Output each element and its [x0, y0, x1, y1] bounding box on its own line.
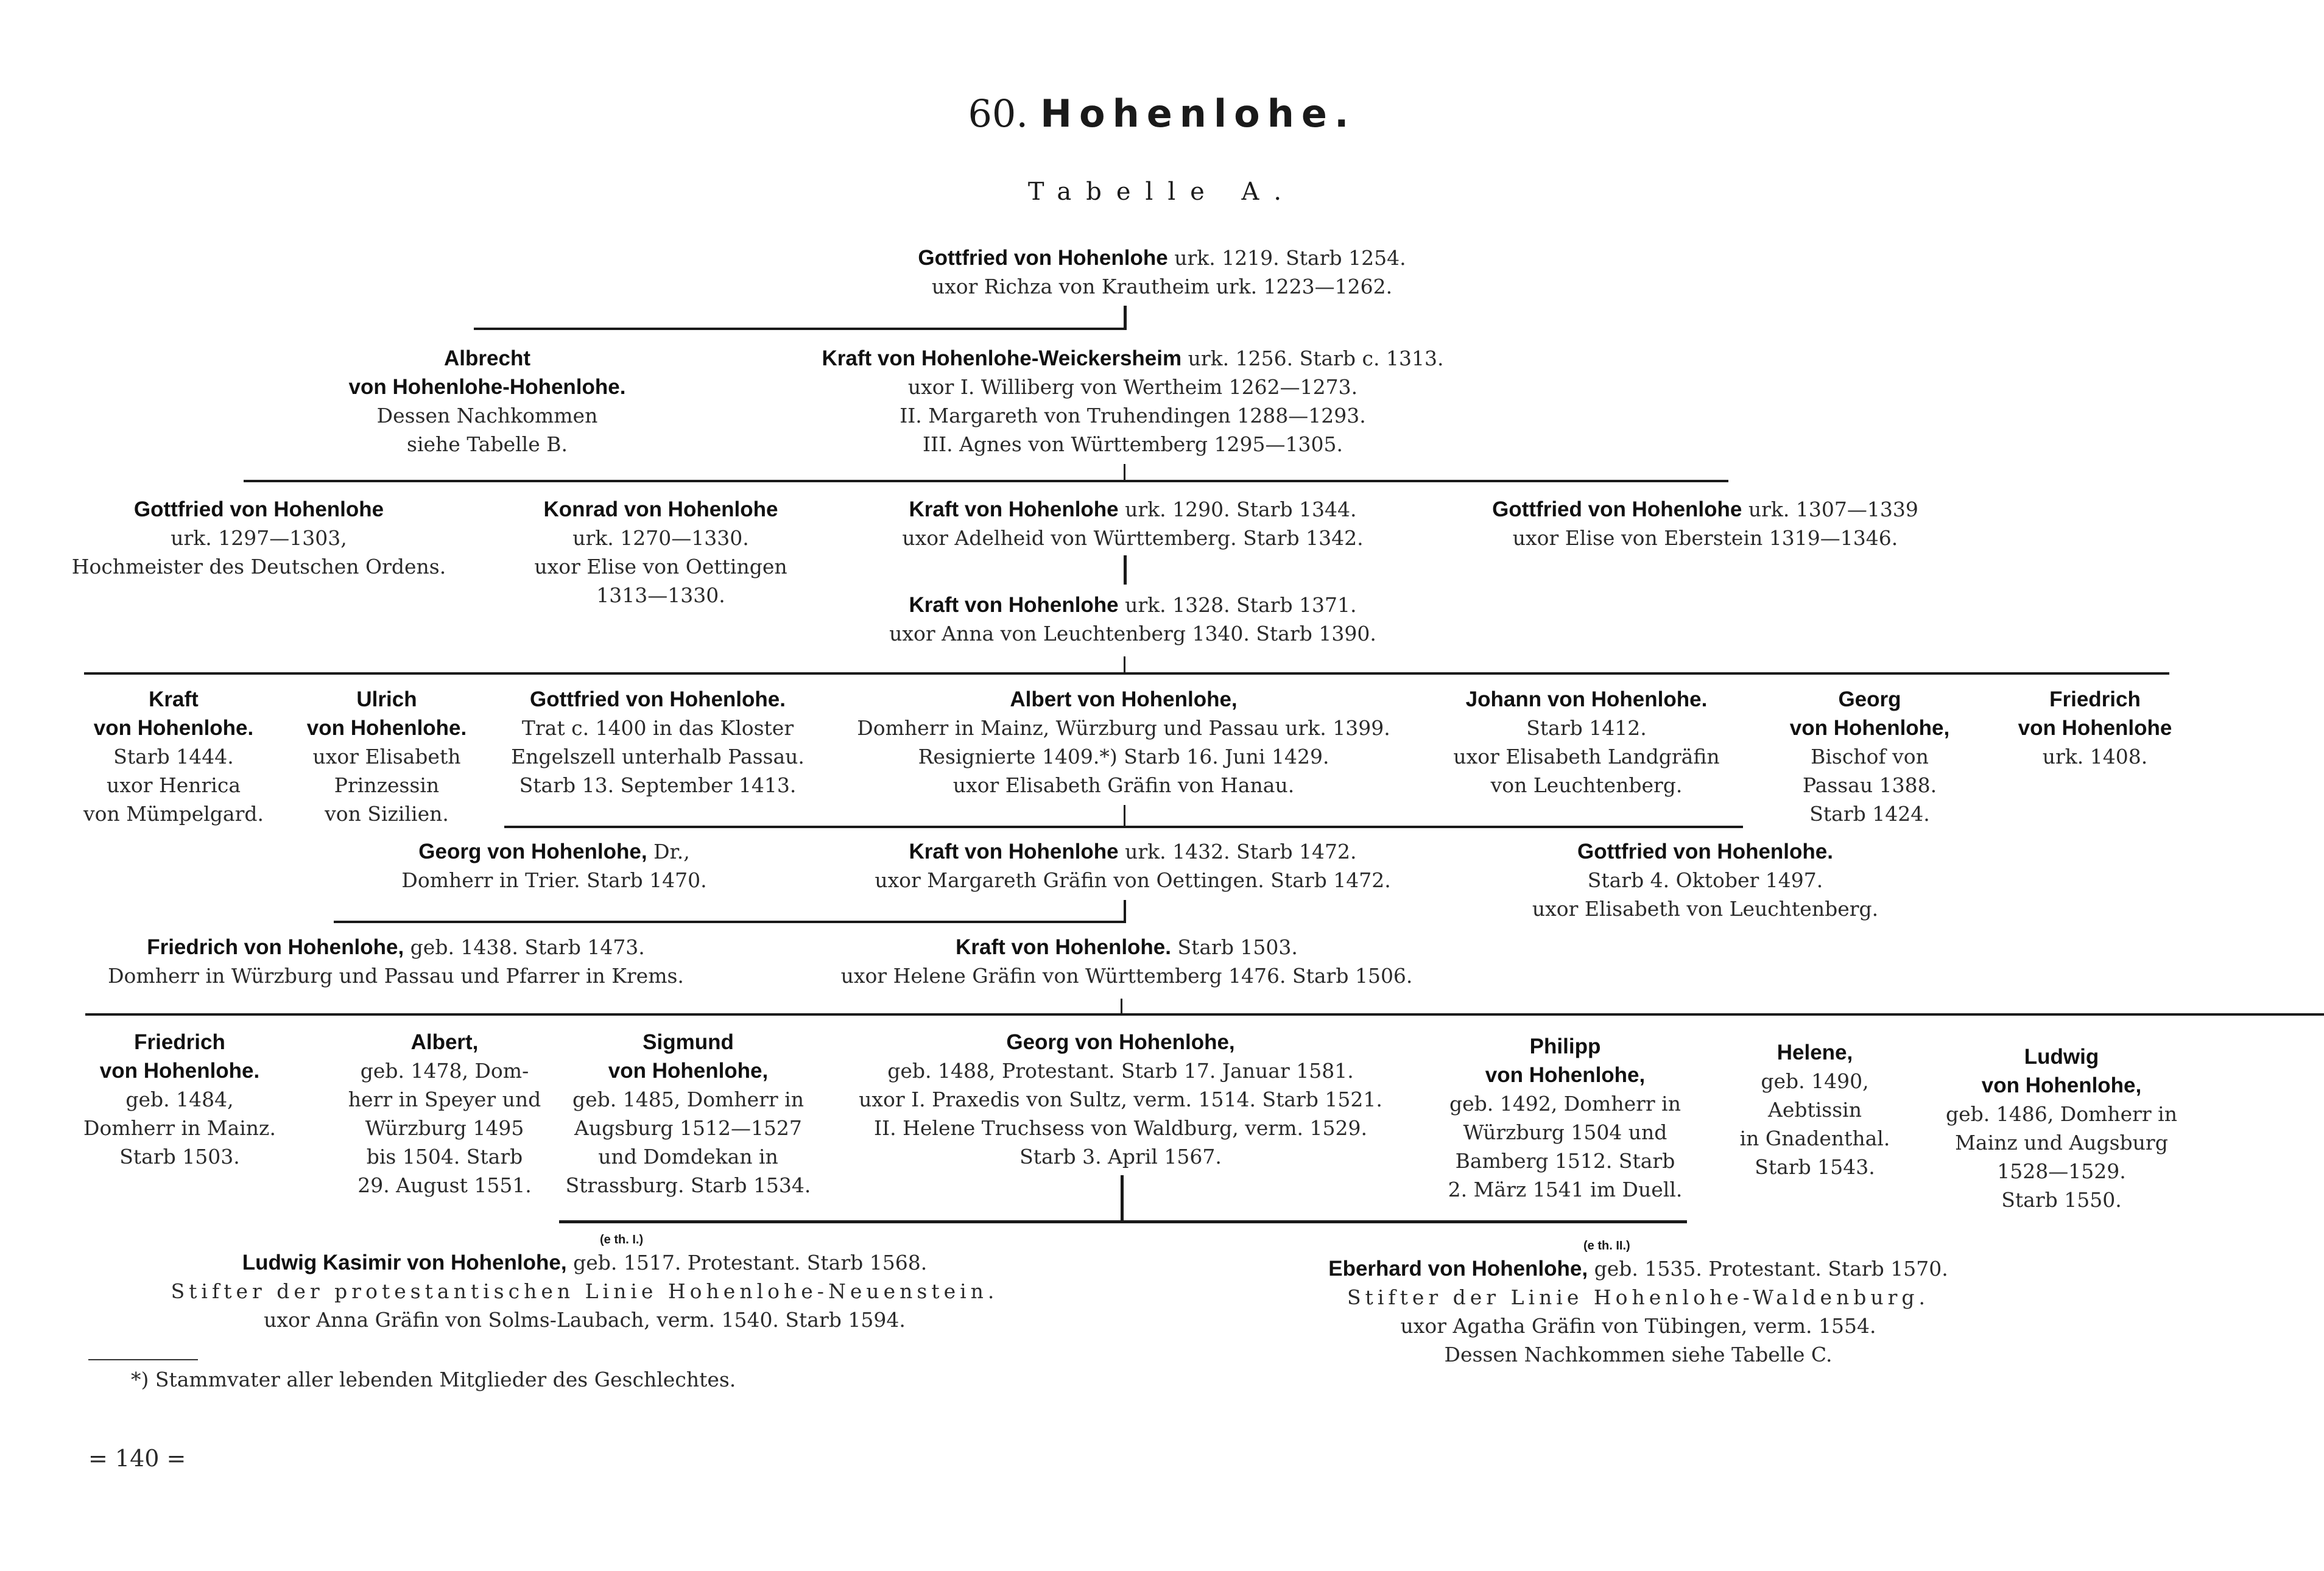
person-kraft-1503	[792, 933, 1462, 990]
person-details: Starb 13. September 1413.	[519, 773, 797, 797]
person-title: Dr.,	[653, 840, 690, 863]
person-name: Georg von Hohenlohe,	[1006, 1030, 1235, 1054]
person-details: Domherr in Trier. Starb 1470.	[401, 868, 707, 892]
family-line	[85, 1013, 2324, 1016]
person-details: Resignierte 1409.*) Starb 16. Juni 1429.	[918, 745, 1329, 768]
person-details: Starb 1444.	[113, 745, 234, 768]
person-spouse: uxor Elisabeth	[312, 745, 461, 768]
person-note: Trat c. 1400 in das Kloster	[521, 716, 794, 740]
person-spouse: uxor Helene Gräfin von Württemberg 1476. Starb 1506.	[840, 964, 1413, 988]
person-helene	[1717, 1038, 1912, 1181]
person-albrecht	[292, 344, 682, 459]
person-death: 2. März 1541 im Duell.	[1448, 1178, 1683, 1201]
page-number-text: = 140 =	[88, 1445, 186, 1472]
person-gottfried-1497	[1462, 837, 1949, 923]
person-spouse: uxor Elisabeth Gräfin von Hanau.	[952, 773, 1295, 797]
person-name: Albert von Hohenlohe,	[1010, 687, 1238, 711]
person-name-line2: von Hohenlohe-Hohenlohe.	[348, 375, 626, 399]
person-kraft-1290	[828, 495, 1437, 552]
person-note: Aebtissin	[1768, 1098, 1862, 1122]
person-note-line2: 1528—1529.	[1997, 1159, 2126, 1183]
person-name: Ludwig	[2024, 1045, 2099, 1069]
person-note: Domherr in Mainz.	[83, 1116, 276, 1140]
person-reference: siehe Tabelle B.	[407, 432, 568, 456]
person-name: Kraft von Hohenlohe	[909, 593, 1119, 617]
person-death: 29. August 1551.	[357, 1173, 532, 1197]
person-note: Dessen Nachkommen	[376, 404, 598, 427]
person-spouse: uxor Elise von Oettingen	[534, 555, 787, 578]
person-eberhard	[1236, 1254, 2040, 1369]
descent-line	[1121, 1175, 1124, 1223]
person-name: Gottfried von Hohenlohe	[1492, 497, 1742, 521]
person-kraft-1328	[828, 591, 1437, 648]
person-details: geb. 1535. Protestant. Starb 1570.	[1594, 1257, 1948, 1281]
person-spouse-line2: Prinzessin	[334, 773, 440, 797]
person-konrad	[487, 495, 834, 610]
person-name: Gottfried von Hohenlohe.	[1577, 840, 1833, 863]
person-details: urk. 1290. Starb 1344.	[1125, 497, 1357, 521]
title-name: Hohenlohe.	[1040, 91, 1356, 136]
person-gottfried-1219	[766, 244, 1558, 301]
descent-line	[1124, 656, 1125, 672]
title-number: 60.	[968, 91, 1029, 136]
person-note: Mainz und Augsburg	[1955, 1131, 2168, 1155]
person-name-line2: von Hohenlohe.	[306, 716, 467, 740]
person-note: Bischof von	[1811, 745, 1929, 768]
person-spouse: uxor Elisabeth Landgräfin	[1453, 745, 1720, 768]
person-albert-1399	[822, 685, 1425, 800]
person-ludwig-1486	[1931, 1042, 2192, 1214]
page-number	[88, 1444, 186, 1473]
person-spouse: uxor Elise von Eberstein 1319—1346.	[1512, 526, 1898, 550]
line-tag-ii: (e th. II.)	[1583, 1239, 1630, 1253]
person-name: Ulrich	[356, 687, 417, 711]
person-spouse: uxor Elisabeth von Leuchtenberg.	[1532, 897, 1879, 921]
footnote	[131, 1365, 736, 1394]
person-georg-dr	[341, 837, 767, 894]
family-line	[84, 672, 2169, 675]
person-death: Starb 1543.	[1755, 1155, 1875, 1179]
family-line	[334, 921, 1125, 923]
person-name-line2: von Hohenlohe,	[1789, 716, 1950, 740]
person-spouse-2: II. Helene Truchsess von Waldburg, verm. 1529.	[874, 1116, 1367, 1140]
person-details: geb. 1517. Protestant. Starb 1568.	[573, 1251, 928, 1274]
person-name: Gottfried von Hohenlohe.	[530, 687, 786, 711]
person-details: geb. 1438. Starb 1473.	[410, 935, 645, 959]
person-details: urk. 1432. Starb 1472.	[1125, 840, 1357, 863]
person-spouse: uxor Anna von Leuchtenberg 1340. Starb 1390.	[889, 622, 1376, 645]
person-spouse: uxor Adelheid von Württemberg. Starb 1342.	[902, 526, 1364, 550]
descent-line	[1124, 306, 1127, 330]
person-johann	[1419, 685, 1754, 800]
person-name-line2: von Hohenlohe,	[608, 1059, 769, 1083]
person-spouse: uxor I. Praxedis von Sultz, verm. 1514. Starb 1521.	[859, 1088, 1382, 1111]
person-reference: Dessen Nachkommen siehe Tabelle C.	[1444, 1343, 1833, 1366]
person-spouse: II. Margareth von Truhendingen 1288—1293.	[900, 404, 1366, 427]
person-details: geb. 1485, Domherr in	[572, 1088, 804, 1111]
person-philipp	[1431, 1032, 1699, 1204]
person-name: Johann von Hohenlohe.	[1465, 687, 1708, 711]
person-details: Starb 4. Oktober 1497.	[1587, 868, 1823, 892]
person-name: Georg	[1838, 687, 1901, 711]
person-name: Ludwig Kasimir von Hohenlohe,	[242, 1251, 567, 1274]
person-name-line2: von Hohenlohe,	[1485, 1063, 1646, 1087]
person-details: geb. 1478, Dom-	[360, 1059, 529, 1083]
person-details: geb. 1490,	[1761, 1069, 1869, 1093]
person-spouse: III. Agnes von Württemberg 1295—1305.	[923, 432, 1343, 456]
person-note: Domherr in Mainz, Würzburg und Passau urk. 1399.	[857, 716, 1390, 740]
person-spouse-dates: 1313—1330.	[596, 583, 725, 607]
person-details: geb. 1492, Domherr in	[1449, 1092, 1681, 1116]
person-name: Helene,	[1776, 1041, 1853, 1064]
person-note-line2: Passau 1388.	[1802, 773, 1937, 797]
person-georg-1488	[840, 1028, 1401, 1171]
person-name-line2: von Hohenlohe.	[93, 716, 254, 740]
page-title	[0, 91, 2324, 136]
person-name: Konrad von Hohenlohe	[543, 497, 778, 521]
person-name-line2: von Hohenlohe	[2018, 716, 2172, 740]
line-tag-i: (e th. I.)	[600, 1233, 644, 1246]
person-note-line2: in Gnadenthal.	[1739, 1126, 1890, 1150]
person-founder-note: Stifter der protestantischen Linie Hohenlohe-Neuenstein.	[171, 1279, 999, 1303]
person-spouse-death: Starb 3. April 1567.	[1019, 1145, 1222, 1169]
person-note-line2: Bamberg 1512. Starb	[1455, 1149, 1675, 1173]
person-name-line2: von Hohenlohe,	[1981, 1074, 2142, 1097]
person-name: Kraft von Hohenlohe.	[956, 935, 1171, 959]
person-spouse: uxor Richza von Krautheim urk. 1223—1262.	[931, 275, 1393, 298]
person-georg-bischof	[1766, 685, 1973, 828]
person-name: Eberhard von Hohenlohe,	[1328, 1257, 1588, 1281]
person-details: Starb 1424.	[1809, 802, 1930, 826]
person-name: Philipp	[1529, 1035, 1601, 1058]
person-note: Augsburg 1512—1527	[574, 1116, 802, 1140]
person-name: Sigmund	[643, 1030, 734, 1054]
person-albert-1478	[347, 1028, 542, 1200]
person-name: Kraft von Hohenlohe-Weickersheim	[822, 346, 1182, 370]
person-note-line3: bis 1504. Starb	[366, 1145, 523, 1169]
person-spouse-line3: von Sizilien.	[325, 802, 449, 826]
person-details: geb. 1484,	[125, 1088, 234, 1111]
person-spouse: uxor Margareth Gräfin von Oettingen. Starb 1472.	[875, 868, 1391, 892]
footnote-rule	[88, 1359, 198, 1360]
person-spouse: uxor Henrica	[106, 773, 241, 797]
person-death: Starb 1503.	[119, 1145, 240, 1169]
person-note-line2: Engelszell unterhalb Passau.	[511, 745, 805, 768]
person-friedrich-1484	[79, 1028, 280, 1171]
person-details: Starb 1412.	[1526, 716, 1647, 740]
person-death: Strassburg. Starb 1534.	[565, 1173, 811, 1197]
person-details: urk. 1408.	[2042, 745, 2148, 768]
person-note: herr in Speyer und	[348, 1088, 541, 1111]
person-details: urk. 1270—1330.	[572, 526, 749, 550]
person-friedrich-1408	[1991, 685, 2199, 771]
person-ludwig-kasimir	[171, 1248, 999, 1334]
table-subtitle: Tabelle A.	[1027, 178, 1297, 206]
person-name: Gottfried von Hohenlohe	[133, 497, 384, 521]
person-name-line2: von Hohenlohe.	[99, 1059, 260, 1083]
person-name: Friedrich von Hohenlohe,	[147, 935, 404, 959]
person-note: Domherr in Würzburg und Passau und Pfarrer in Krems.	[108, 964, 684, 988]
family-line	[559, 1220, 1687, 1223]
family-line	[244, 480, 1728, 482]
person-note-line2: und Domdekan in	[598, 1145, 778, 1169]
person-note-line2: Würzburg 1495	[365, 1116, 524, 1140]
person-name: Georg von Hohenlohe,	[418, 840, 647, 863]
person-friedrich-1438	[91, 933, 700, 990]
person-spouse-line2: von Mümpelgard.	[83, 802, 264, 826]
person-gottfried-hochmeister	[61, 495, 457, 581]
person-note: Hochmeister des Deutschen Ordens.	[71, 555, 446, 578]
person-spouse: uxor Agatha Gräfin von Tübingen, verm. 1554.	[1400, 1314, 1876, 1338]
family-line	[474, 328, 1127, 330]
person-name: Kraft	[149, 687, 199, 711]
person-details: geb. 1486, Domherr in	[1946, 1102, 2177, 1126]
person-details: urk. 1307—1339	[1748, 497, 1918, 521]
person-kraft-weickersheim	[780, 344, 1486, 459]
person-ulrich	[298, 685, 475, 828]
person-spouse: uxor Anna Gräfin von Solms-Laubach, verm. 1540. Starb 1594.	[264, 1308, 906, 1332]
descent-line	[1124, 805, 1125, 827]
descent-line	[1121, 999, 1122, 1014]
person-kraft-1432	[828, 837, 1437, 894]
person-name: Gottfried von Hohenlohe	[918, 246, 1168, 270]
person-death: Starb 1550.	[2001, 1188, 2122, 1212]
person-name: Friedrich	[2049, 687, 2141, 711]
person-details: urk. 1297—1303,	[171, 526, 347, 550]
descent-line	[1124, 555, 1127, 585]
person-founder-note: Stifter der Linie Hohenlohe-Waldenburg.	[1347, 1285, 1930, 1309]
person-note: Würzburg 1504 und	[1463, 1120, 1667, 1144]
person-details: urk. 1256. Starb c. 1313.	[1188, 346, 1444, 370]
person-name: Albrecht	[444, 346, 530, 370]
family-line	[504, 826, 1743, 828]
descent-line	[1124, 900, 1126, 923]
person-sigmund	[554, 1028, 822, 1200]
person-name: Kraft von Hohenlohe	[909, 840, 1119, 863]
person-spouse: uxor I. Williberg von Wertheim 1262—1273.	[907, 375, 1358, 399]
person-details: urk. 1328. Starb 1371.	[1125, 593, 1357, 617]
person-details: urk. 1219. Starb 1254.	[1174, 246, 1406, 270]
person-spouse-line2: von Leuchtenberg.	[1490, 773, 1683, 797]
person-kraft-1444	[79, 685, 268, 828]
person-name: Friedrich	[134, 1030, 225, 1054]
person-details: geb. 1488, Protestant. Starb 17. Januar 1581.	[887, 1059, 1354, 1083]
person-name: Albert,	[410, 1030, 479, 1054]
person-gottfried-eberstein	[1462, 495, 1949, 552]
footnote-text: *) Stammvater aller lebenden Mitglieder des Geschlechtes.	[131, 1368, 736, 1391]
person-gottfried-1413	[487, 685, 828, 800]
descent-line	[1124, 464, 1125, 480]
person-details: Starb 1503.	[1177, 935, 1298, 959]
person-name: Kraft von Hohenlohe	[909, 497, 1119, 521]
